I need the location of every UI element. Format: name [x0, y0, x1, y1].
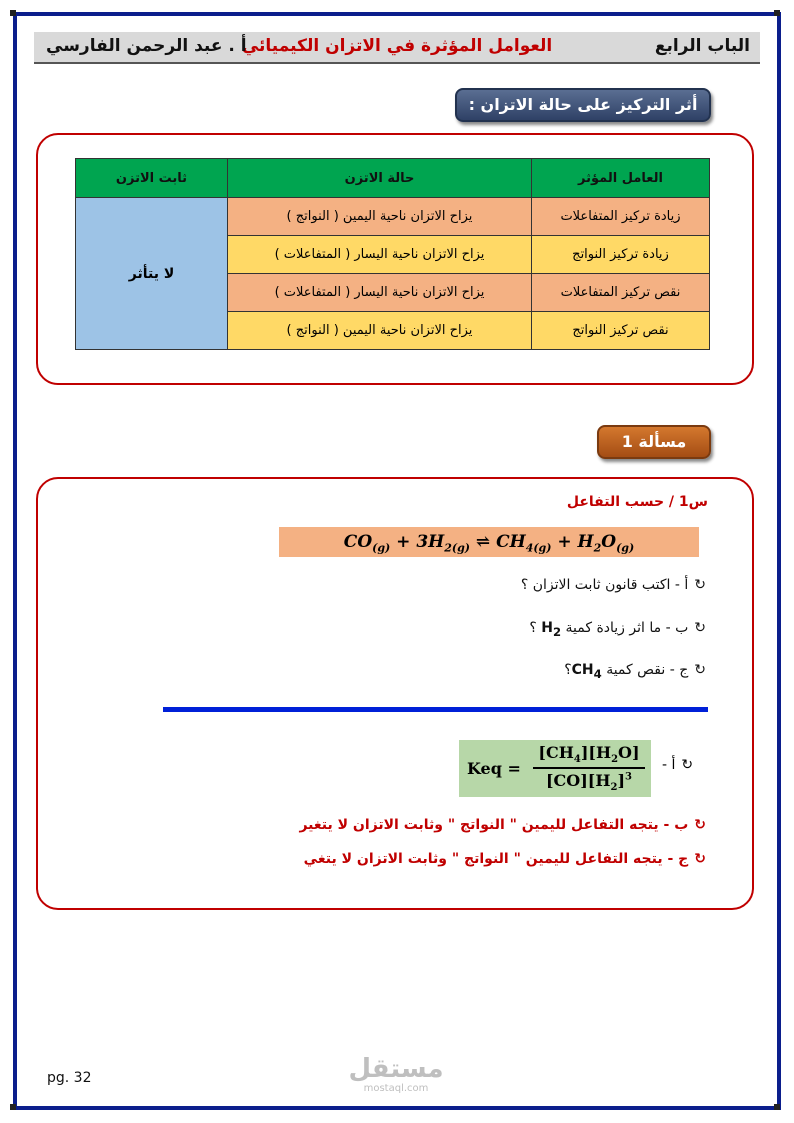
- factor-cell: نقص تركيز المتفاعلات: [532, 274, 710, 312]
- table-header-row: [76, 159, 710, 198]
- factor-cell: زيادة تركيز النواتج: [532, 236, 710, 274]
- factor-cell: نقص تركيز النواتج: [532, 312, 710, 350]
- question-a: ↻أ - اكتب قانون ثابت الاتزان ؟: [520, 577, 706, 593]
- table-row: [76, 198, 710, 236]
- author-name: أ . عبد الرحمن الفارسي: [46, 36, 247, 56]
- page-header: [34, 32, 760, 64]
- state-cell: يزاح الاتزان ناحية اليسار ( المتفاعلات ): [228, 236, 532, 274]
- separator-line: [163, 707, 708, 712]
- refresh-icon: ↻: [694, 817, 706, 833]
- section-title: أثر التركيز على حالة الاتزان :: [455, 88, 711, 122]
- refresh-icon: ↻: [694, 577, 706, 593]
- corner-mark: [10, 1104, 16, 1110]
- header-constant: ثابت الاتزن: [76, 159, 228, 198]
- keq-fraction: [533, 743, 645, 793]
- header-state: حالة الاتزن: [228, 159, 532, 198]
- watermark-logo: مستقل mostaql.com: [348, 1054, 444, 1094]
- refresh-icon: ↻: [694, 851, 706, 867]
- concentration-table: [75, 158, 710, 350]
- keq-numerator: $[CH_4][H_2O]$: [533, 743, 645, 769]
- answer-c: ↻ج - يتجه التفاعل لليمين " النواتج " وثابت الاتزان لا يتغي: [303, 851, 706, 867]
- refresh-icon: ↻: [681, 757, 694, 773]
- refresh-icon: ↻: [694, 662, 706, 678]
- header-factor: العامل المؤثر: [532, 159, 710, 198]
- constant-cell: لا يتأثر: [76, 198, 228, 350]
- lesson-title: العوامل المؤثرة في الاتزان الكيميائي: [241, 36, 553, 56]
- problem-title: مسألة 1: [597, 425, 711, 459]
- page-number: pg. 32: [47, 1070, 92, 1086]
- question-b: ↻ب - ما اثر زيادة كمية $H_2$ ؟: [529, 620, 706, 639]
- state-cell: يزاح الاتزان ناحية اليسار ( المتفاعلات ): [228, 274, 532, 312]
- answer-a-label: ↻أ -: [662, 757, 694, 773]
- corner-mark: [774, 1104, 780, 1110]
- state-cell: يزاح الاتزان ناحية اليمين ( النواتج ): [228, 312, 532, 350]
- question-c: ↻ج - نقص كمية $CH_4؟$: [564, 662, 706, 681]
- keq-formula: Keq = $\frac{[CH_4][H_2O]}{[CO][H_2]^3}$: [459, 740, 651, 797]
- corner-mark: [10, 10, 16, 16]
- question-heading: س1 / حسب التفاعل: [566, 494, 708, 510]
- refresh-icon: ↻: [694, 620, 706, 636]
- chapter-title: الباب الرابع: [654, 36, 750, 56]
- factor-cell: زيادة تركيز المتفاعلات: [532, 198, 710, 236]
- corner-mark: [774, 10, 780, 16]
- reaction-equation: $CO_{(g)} + 3H_{2(g)}$ ⇌ $CH_{4(g)} + H_2O_{(g)}$: [279, 527, 699, 557]
- keq-denominator: $[CO][H_2]^3$: [545, 771, 632, 794]
- state-cell: يزاح الاتزان ناحية اليمين ( النواتج ): [228, 198, 532, 236]
- answer-b: ↻ب - يتجه التفاعل لليمين " النواتج " وثابت الاتزان لا يتغير: [299, 817, 706, 833]
